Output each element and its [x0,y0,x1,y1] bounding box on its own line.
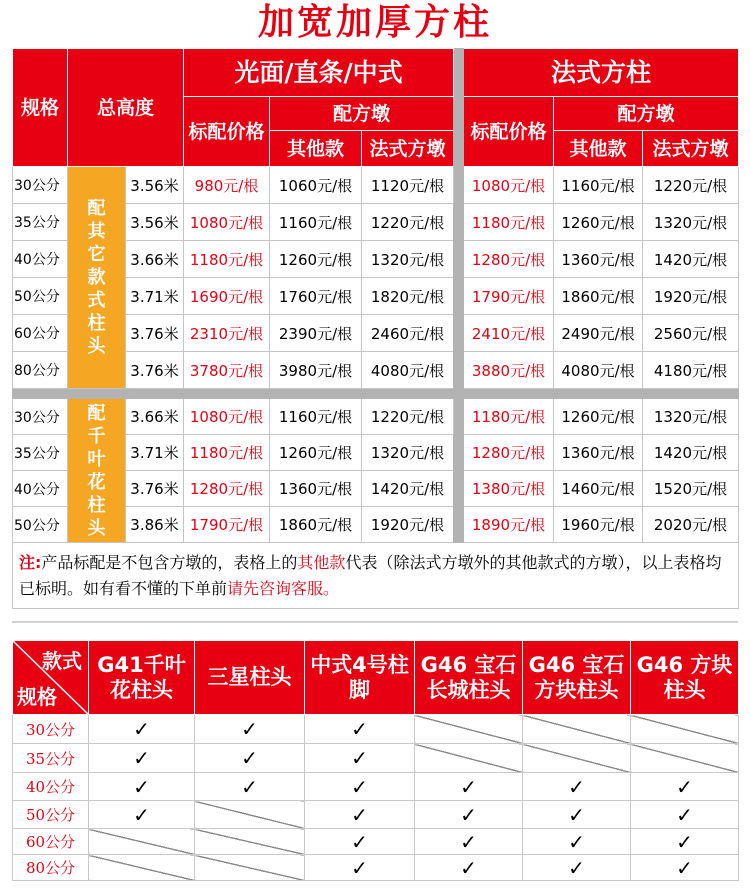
french-base-price-cell: 2460元/根 [362,315,454,352]
spec-cell: 40公分 [13,241,68,278]
capital-type-label [68,399,126,543]
check-mark-cell: ✓ [305,829,415,855]
french-base-price-cell: 1220元/根 [362,204,454,241]
check-mark-cell: ✓ [523,801,631,829]
check-mark-cell: ✓ [631,801,739,829]
section-gap-row [13,389,739,399]
note-part2: 代表（除法式方墩外的其他款式的方墩），以上表格均已标明。如有看不懂的下单前 [19,552,722,598]
french-french-base-price-cell: 1520元/根 [643,471,739,507]
not-available-cell [523,744,631,773]
check-mark-cell: ✓ [305,744,415,773]
height-cell: 3.71米 [126,435,184,471]
french-std-price-cell: 1280元/根 [464,435,554,471]
header-std-price: 标配价格 [464,97,554,167]
french-french-base-price-cell: 1420元/根 [643,435,739,471]
header-group-french: 法式方柱 [464,49,739,97]
check-mark-cell: ✓ [89,744,195,773]
other-base-price-cell: 2390元/根 [270,315,362,352]
french-std-price-cell: 1080元/根 [464,167,554,204]
spec-cell: 35公分 [13,435,68,471]
not-available-cell [89,829,195,855]
french-std-price-cell: 2410元/根 [464,315,554,352]
height-cell: 3.76米 [126,352,184,389]
capital-type-text: 配千叶花柱头 [87,402,106,539]
spec-cell: 80公分 [13,352,68,389]
check-mark-cell: ✓ [523,855,631,881]
std-price-cell: 2310元/根 [184,315,270,352]
note-highlight-contact: 请先咨询客服。 [227,578,340,598]
check-mark-cell: ✓ [415,855,523,881]
french-french-base-price-cell: 1220元/根 [643,167,739,204]
style-column-header: 三星柱头 [195,641,305,715]
check-mark-cell: ✓ [305,801,415,829]
french-std-price-cell: 3880元/根 [464,352,554,389]
french-std-price-cell: 1180元/根 [464,204,554,241]
compat-row [13,855,739,881]
spec-cell: 60公分 [13,315,68,352]
style-column-header: 中式4号柱脚 [305,641,415,715]
french-base-price-cell: 4080元/根 [362,352,454,389]
other-base-price-cell: 1360元/根 [270,471,362,507]
not-available-cell [195,855,305,881]
french-french-base-price-cell: 2020元/根 [643,507,739,543]
check-mark-cell: ✓ [523,773,631,801]
header-spec: 规格 [13,49,68,167]
french-base-price-cell: 1320元/根 [362,435,454,471]
check-mark-cell: ✓ [631,829,739,855]
note-highlight-other: 其他款 [297,552,346,572]
compat-spec-cell: 30公分 [13,715,89,744]
corner-style-label: 款式 [42,649,82,673]
french-base-price-cell: 1220元/根 [362,399,454,435]
check-mark-cell: ✓ [89,715,195,744]
column-gap [454,399,464,543]
french-base-price-cell: 1920元/根 [362,507,454,543]
price-table [12,48,739,609]
compat-spec-cell: 60公分 [13,829,89,855]
french-other-base-price-cell: 1460元/根 [554,471,643,507]
height-cell: 3.86米 [126,507,184,543]
height-cell: 3.71米 [126,278,184,315]
section-gap [13,389,739,399]
price-row [13,399,739,435]
header-height: 总高度 [68,49,184,167]
corner-spec-label: 规格 [17,685,57,709]
check-mark-cell: ✓ [195,744,305,773]
not-available-cell [631,715,739,744]
header-std-price: 标配价格 [184,97,270,167]
header-other-base: 其他款 [554,131,643,167]
check-mark-cell: ✓ [415,829,523,855]
note-part1: 产品标配是不包含方墩的，表格上的 [41,552,298,572]
french-base-price-cell: 1120元/根 [362,167,454,204]
note-text [13,543,739,609]
check-mark-cell: ✓ [415,801,523,829]
french-base-price-cell: 1320元/根 [362,241,454,278]
compat-row [13,801,739,829]
check-mark-cell: ✓ [631,773,739,801]
check-mark-cell: ✓ [523,829,631,855]
other-base-price-cell: 3980元/根 [270,352,362,389]
not-available-cell [89,855,195,881]
compat-spec-cell: 40公分 [13,773,89,801]
price-row [13,167,739,204]
style-column-header: G46 方块柱头 [631,641,739,715]
not-available-cell [631,744,739,773]
std-price-cell: 1080元/根 [184,204,270,241]
not-available-cell [195,801,305,829]
french-std-price-cell: 1890元/根 [464,507,554,543]
std-price-cell: 1180元/根 [184,435,270,471]
spec-cell: 35公分 [13,204,68,241]
french-french-base-price-cell: 1320元/根 [643,204,739,241]
french-other-base-price-cell: 4080元/根 [554,352,643,389]
capital-type-label [68,167,126,389]
french-other-base-price-cell: 1360元/根 [554,435,643,471]
spec-cell: 30公分 [13,167,68,204]
compat-spec-cell: 35公分 [13,744,89,773]
french-other-base-price-cell: 1860元/根 [554,278,643,315]
check-mark-cell: ✓ [305,715,415,744]
section-separator [12,621,738,623]
french-other-base-price-cell: 1960元/根 [554,507,643,543]
french-std-price-cell: 1790元/根 [464,278,554,315]
french-other-base-price-cell: 1260元/根 [554,204,643,241]
compat-row [13,715,739,744]
french-base-price-cell: 1420元/根 [362,471,454,507]
header-other-base: 其他款 [270,131,362,167]
spec-cell: 50公分 [13,278,68,315]
height-cell: 3.56米 [126,167,184,204]
style-column-header: G46 宝石长城柱头 [415,641,523,715]
other-base-price-cell: 1760元/根 [270,278,362,315]
height-cell: 3.76米 [126,471,184,507]
header-with-base: 配方墩 [554,97,739,131]
page-title: 加宽加厚方柱 [257,2,492,43]
compat-row [13,773,739,801]
french-base-price-cell: 1820元/根 [362,278,454,315]
french-std-price-cell: 1280元/根 [464,241,554,278]
height-cell: 3.56米 [126,204,184,241]
std-price-cell: 3780元/根 [184,352,270,389]
capital-type-text: 配其它款式柱头 [87,198,106,357]
std-price-cell: 1690元/根 [184,278,270,315]
compat-row [13,829,739,855]
corner-header [13,641,89,715]
compat-spec-cell: 80公分 [13,855,89,881]
french-std-price-cell: 1180元/根 [464,399,554,435]
not-available-cell [415,715,523,744]
spec-cell: 50公分 [13,507,68,543]
compat-row [13,744,739,773]
column-gap [454,49,464,167]
check-mark-cell: ✓ [195,715,305,744]
compat-spec-cell: 50公分 [13,801,89,829]
std-price-cell: 1180元/根 [184,241,270,278]
check-mark-cell: ✓ [89,801,195,829]
style-column-header: G41千叶花柱头 [89,641,195,715]
height-cell: 3.76米 [126,315,184,352]
check-mark-cell: ✓ [195,773,305,801]
french-french-base-price-cell: 2560元/根 [643,315,739,352]
check-mark-cell: ✓ [305,773,415,801]
compatibility-table [12,640,739,881]
french-french-base-price-cell: 4180元/根 [643,352,739,389]
other-base-price-cell: 1160元/根 [270,204,362,241]
std-price-cell: 980元/根 [184,167,270,204]
french-std-price-cell: 1380元/根 [464,471,554,507]
check-mark-cell: ✓ [89,773,195,801]
header-french-base: 法式方墩 [362,131,454,167]
spec-cell: 40公分 [13,471,68,507]
style-column-header: G46 宝石方块柱头 [523,641,631,715]
french-french-base-price-cell: 1320元/根 [643,399,739,435]
french-french-base-price-cell: 1920元/根 [643,278,739,315]
column-gap [454,167,464,389]
note-row [13,543,739,609]
french-other-base-price-cell: 1160元/根 [554,167,643,204]
std-price-cell: 1080元/根 [184,399,270,435]
std-price-cell: 1790元/根 [184,507,270,543]
spec-cell: 30公分 [13,399,68,435]
check-mark-cell: ✓ [631,855,739,881]
check-mark-cell: ✓ [415,773,523,801]
height-cell: 3.66米 [126,399,184,435]
not-available-cell [523,715,631,744]
other-base-price-cell: 1160元/根 [270,399,362,435]
not-available-cell [415,744,523,773]
french-other-base-price-cell: 1260元/根 [554,399,643,435]
header-group-plain: 光面/直条/中式 [184,49,454,97]
height-cell: 3.66米 [126,241,184,278]
not-available-cell [195,829,305,855]
header-french-base: 法式方墩 [643,131,739,167]
note-lead: 注: [19,552,42,572]
other-base-price-cell: 1860元/根 [270,507,362,543]
other-base-price-cell: 1060元/根 [270,167,362,204]
header-with-base: 配方墩 [270,97,454,131]
french-other-base-price-cell: 2490元/根 [554,315,643,352]
french-other-base-price-cell: 1360元/根 [554,241,643,278]
std-price-cell: 1280元/根 [184,471,270,507]
check-mark-cell: ✓ [305,855,415,881]
french-french-base-price-cell: 1420元/根 [643,241,739,278]
other-base-price-cell: 1260元/根 [270,435,362,471]
other-base-price-cell: 1260元/根 [270,241,362,278]
